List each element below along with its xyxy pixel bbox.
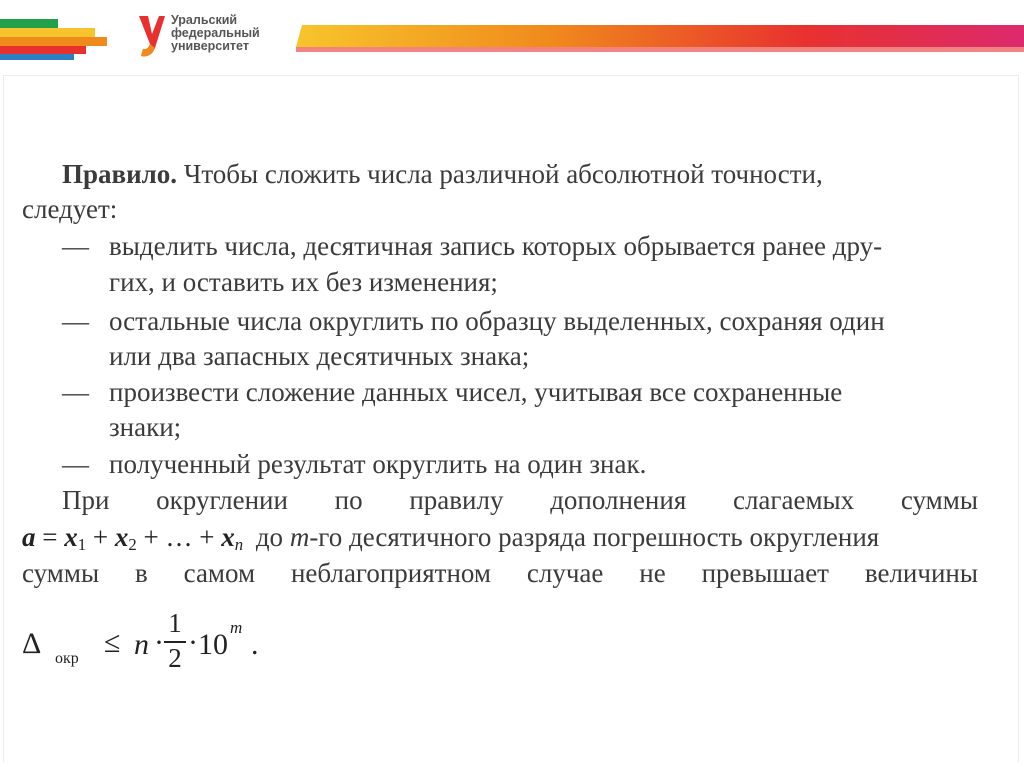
item2-dash: —	[62, 306, 89, 336]
formula-xn-sub: n	[234, 535, 244, 555]
paragraph-line-2-pre: до	[249, 522, 290, 552]
formula-exponent: m	[230, 618, 243, 637]
formula-dots: …	[165, 522, 193, 552]
formula-x2-sub: 2	[128, 535, 137, 555]
formula-denominator: 2	[168, 643, 182, 673]
paragraph-line-3: суммы в самом неблагоприятном случае не превышает величины	[22, 558, 978, 588]
item3-line-b: знаки;	[109, 412, 182, 442]
formula-a: a	[22, 522, 36, 552]
stripe-green	[0, 19, 58, 28]
header-gradient-bar	[296, 25, 1024, 55]
item4-dash: —	[62, 449, 89, 479]
logo-line-3: университет	[171, 39, 249, 53]
ural-university-logo-icon	[137, 14, 167, 58]
logo-line-1: Уральский	[171, 13, 238, 27]
formula-plus-1: +	[86, 522, 115, 552]
formula-numerator: 1	[168, 608, 182, 638]
item1-line-b: гих, и оставить их без изменения;	[109, 267, 498, 297]
paragraph-line-2-post: -го десятичного разряда погрешность округления	[309, 522, 880, 552]
rule-title: Правило.	[62, 159, 178, 189]
stripe-orange	[0, 37, 107, 46]
item3-dash: —	[62, 377, 89, 407]
formula-x1-sub: 1	[77, 535, 87, 555]
item3-line-a: произвести сложение данных чисел, учитывая все сохраненные	[109, 377, 843, 407]
formula-xn: x	[221, 522, 235, 552]
formula-x1: x	[64, 522, 78, 552]
formula-plus-3: +	[192, 522, 222, 552]
formula-x2: x	[114, 522, 129, 552]
item2-line-b: или два запасных десятичных знака;	[109, 341, 530, 371]
item4-line: полученный результат округлить на один знак.	[109, 449, 647, 479]
rule-intro-2: следует:	[22, 194, 118, 224]
item2-line-a: остальные числа округлить по образцу выделенных, сохраняя один	[109, 306, 885, 336]
stripe-blue	[0, 54, 74, 60]
rule-line-2	[22, 193, 117, 225]
paragraph-line-1: При округлении по правилу дополнения слагаемых суммы	[62, 485, 978, 515]
rule-line-1	[62, 158, 823, 190]
rule-intro-1: Чтобы сложить числа различной абсолютной точности,	[177, 159, 823, 189]
logo-line-2: федеральный	[171, 26, 260, 40]
formula-plus-2: +	[136, 522, 166, 552]
formula-delta: Δ	[22, 627, 42, 660]
formula-dot-2: ·	[188, 626, 198, 659]
formula-period: .	[251, 628, 259, 661]
formula-dot-1: ·	[154, 626, 164, 659]
paragraph-line-2	[22, 521, 879, 553]
paragraph-m: m	[289, 522, 310, 552]
item1-dash: —	[62, 231, 89, 261]
stripe-yellow	[0, 28, 95, 37]
formula-eq: =	[35, 522, 65, 552]
logo-text	[171, 14, 260, 53]
formula-n: n	[134, 628, 149, 661]
formula-ten: 10	[198, 628, 228, 661]
formula-delta-sub: окр	[55, 650, 79, 667]
stripe-red	[0, 46, 86, 54]
item1-line-a: выделить числа, десятичная запись которых обрывается ранее дру-	[109, 231, 883, 261]
formula-le: ≤	[104, 626, 121, 659]
